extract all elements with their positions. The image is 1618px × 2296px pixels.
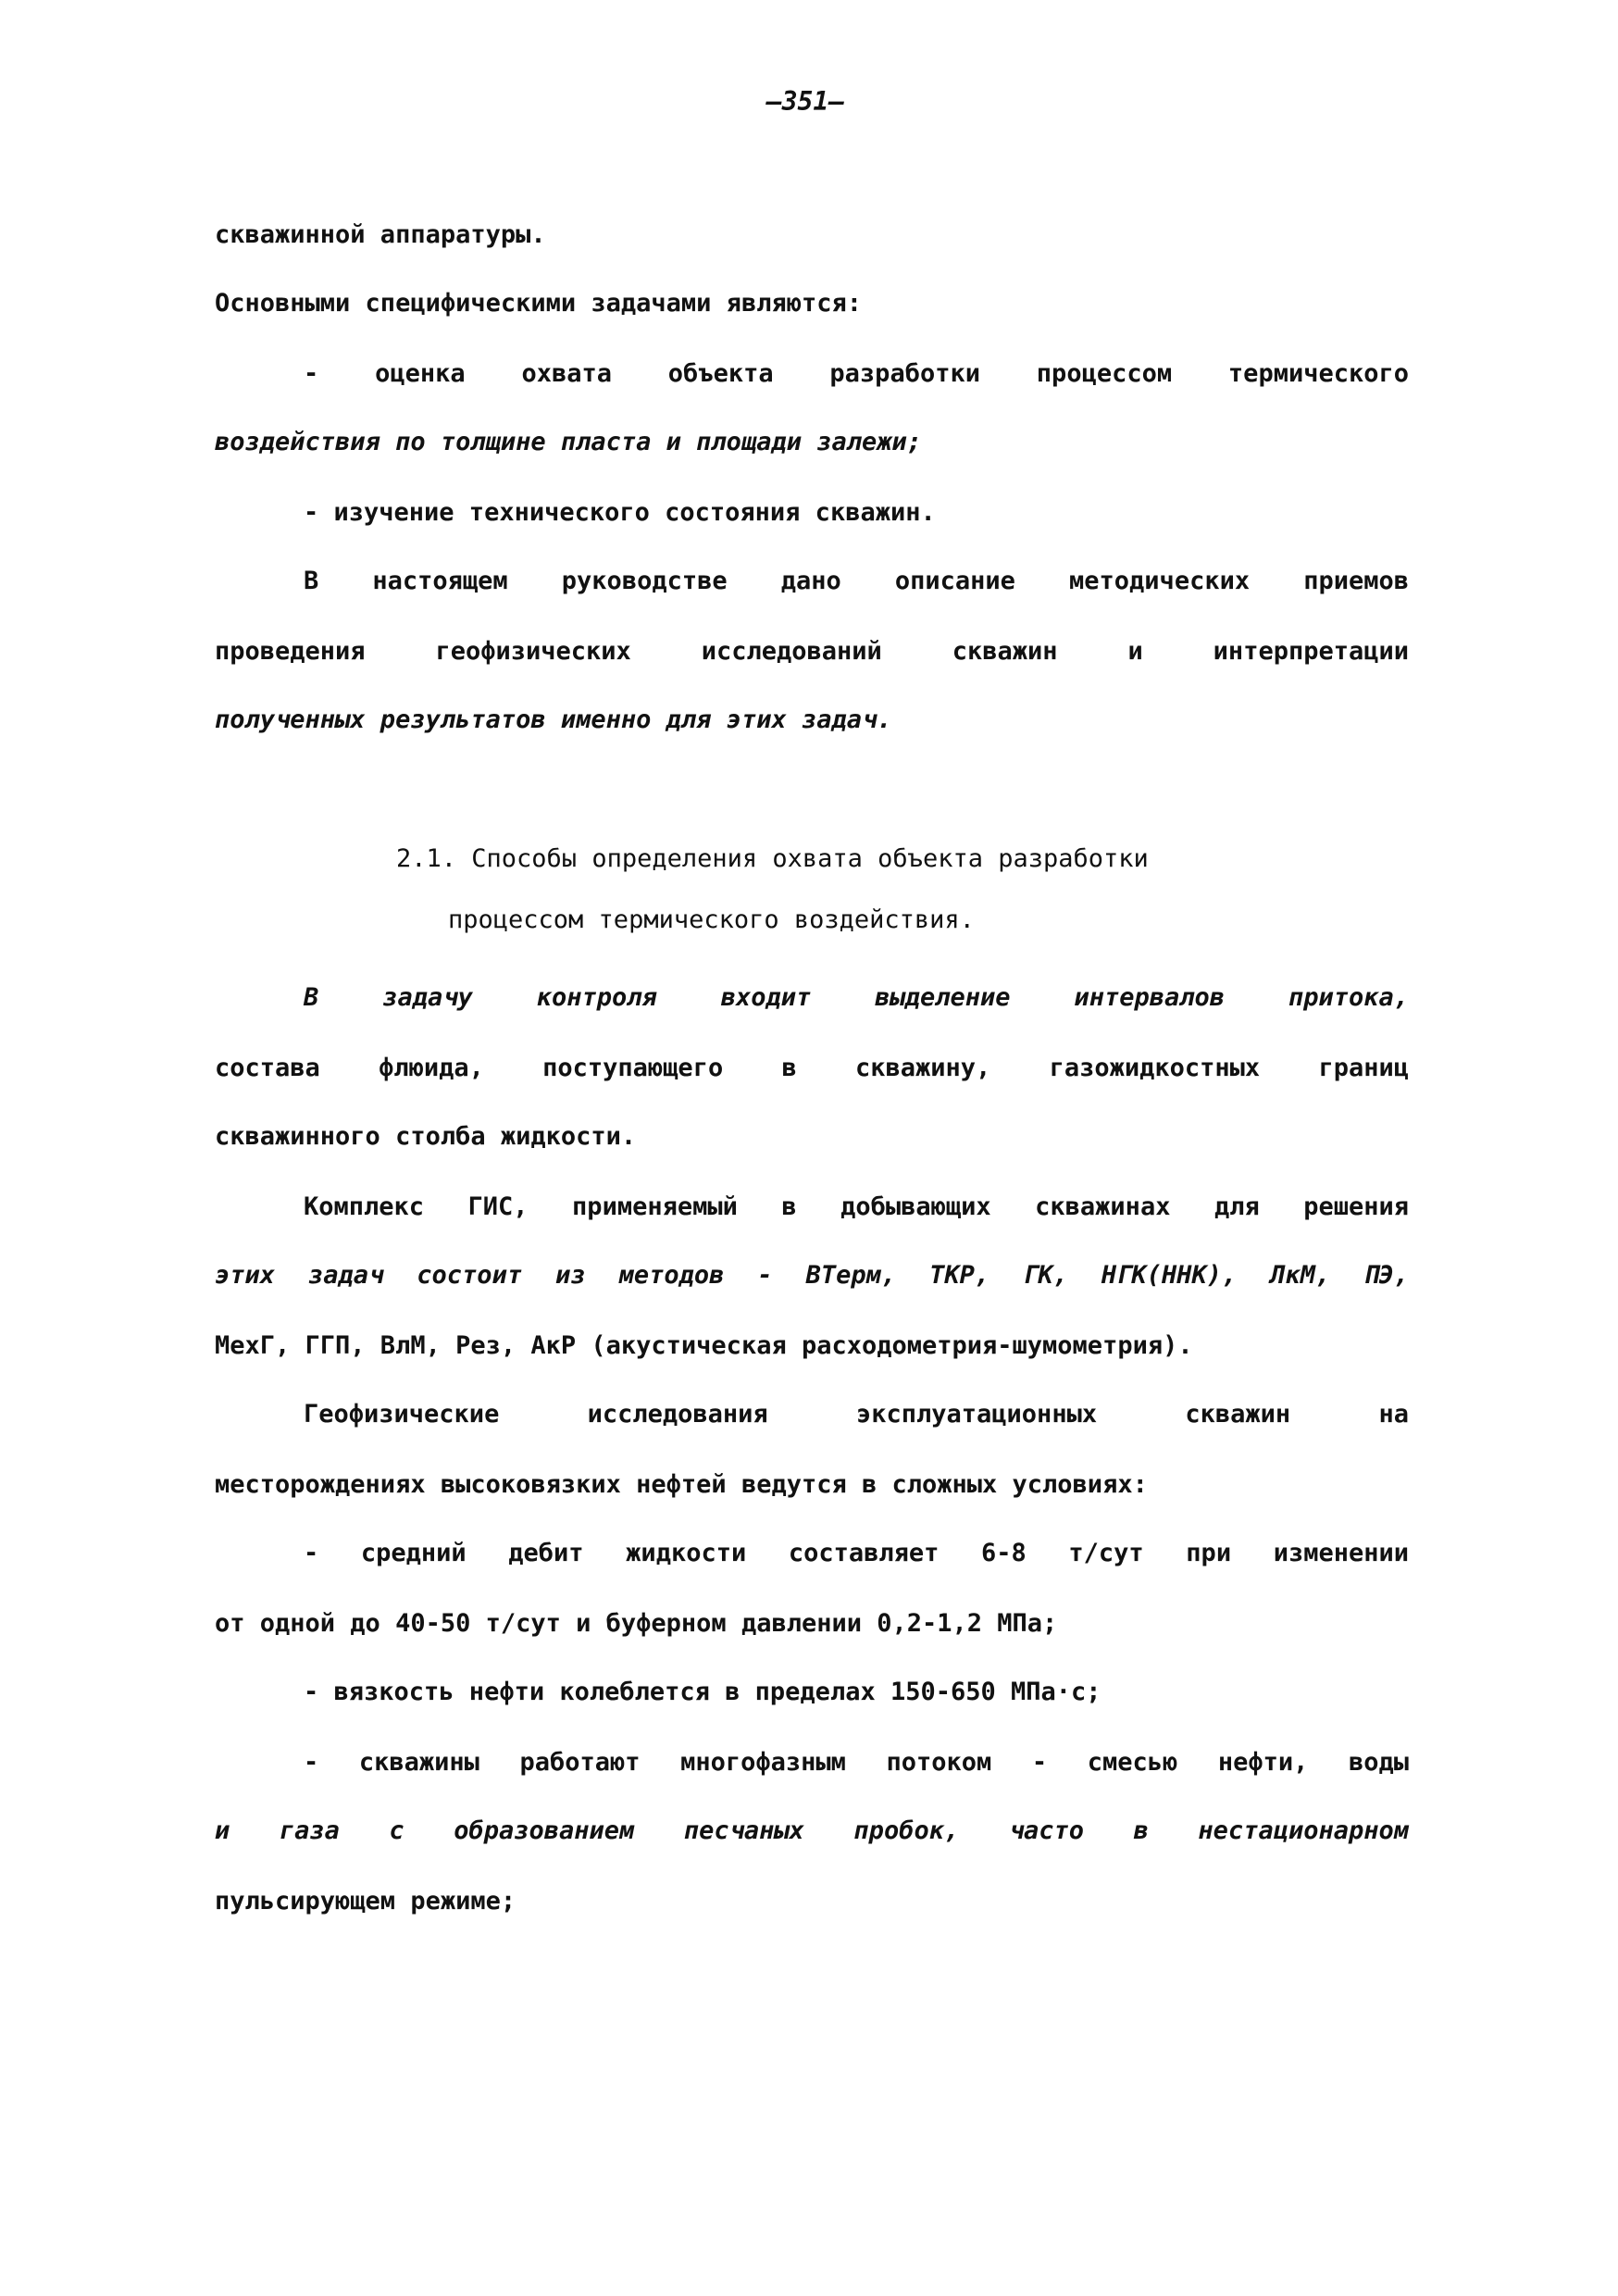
text-line: пульсирующем режиме; (215, 1887, 517, 1915)
text-line: В задачу контроля входит выделение интервалов притока, (304, 983, 1409, 1012)
text-line: месторождениях высоковязких нефтей ведутся в сложных условиях: (215, 1470, 1148, 1499)
text-line: Комплекс ГИС, применяемый в добывающих скважинах для решения (304, 1192, 1409, 1221)
text-line: воздействия по толщине пласта и площади залежи; (215, 428, 923, 456)
text-line: - оценка охвата объекта разработки процессом термического (304, 359, 1409, 388)
section-heading: процессом термического воздействия. (448, 905, 975, 934)
text-line: этих задач состоит из методов - ВТерм, ТКР, ГК, НГК(ННК), ЛкМ, ПЭ, (215, 1261, 1409, 1290)
page-number: —351— (765, 86, 845, 117)
text-line: МехГ, ГГП, ВлМ, Рез, АкР (акустическая расходометрия-шумометрия). (215, 1331, 1193, 1360)
text-line: проведения геофизических исследований скважин и интерпретации (215, 637, 1409, 666)
text-line: от одной до 40-50 т/сут и буферном давлении 0,2-1,2 МПа; (215, 1609, 1058, 1638)
text-line: - средний дебит жидкости составляет 6-8 т/сут при изменении (304, 1539, 1409, 1567)
text-line: и газа с образованием песчаных пробок, часто в нестационарном (215, 1816, 1409, 1845)
text-line: полученных результатов именно для этих задач. (215, 705, 892, 734)
section-heading: 2.1. Способы определения охвата объекта разработки (396, 844, 1149, 873)
text-line: - изучение технического состояния скважин. (304, 498, 936, 527)
text-line: состава флюида, поступающего в скважину, газожидкостных границ (215, 1054, 1409, 1082)
text-line: скважинного столба жидкости. (215, 1122, 637, 1151)
text-line: - скважины работают многофазным потоком - смесью нефти, воды (304, 1748, 1409, 1777)
text-line: Основными специфическими задачами являются: (215, 289, 862, 318)
text-line: В настоящем руководстве дано описание методических приемов (304, 567, 1409, 595)
text-line: Геофизические исследования эксплуатационных скважин на (304, 1400, 1409, 1429)
text-line: скважинной аппаратуры. (215, 220, 546, 249)
text-line: - вязкость нефти колеблется в пределах 150-650 МПа·с; (304, 1678, 1101, 1706)
